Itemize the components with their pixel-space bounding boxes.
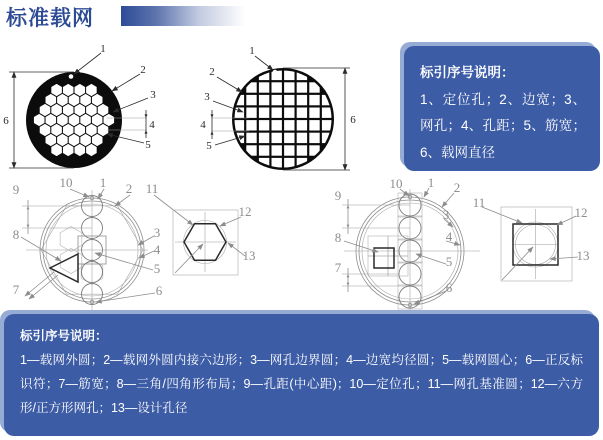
callout-6: 6 [3, 115, 9, 127]
callout-4: 4 [153, 242, 161, 257]
callout-3: 3 [150, 89, 156, 101]
callout-5: 5 [206, 140, 212, 152]
callout-5: 5 [445, 254, 453, 269]
callout-13: 13 [576, 248, 590, 263]
legend-box-bottom [4, 314, 599, 436]
legend-bottom-body: 1—载网外圆；2—载网外圆内接六边形；3—网孔边界圆；4—边宽均径圆；5—载网圆心；6—正反标识符；7—筋宽；8—三角/四角形布局；9—孔距(中心距)；10—定位孔；11—网孔基准圆；12—六方形/正方形网孔；13—设计孔径 [20, 353, 583, 415]
callout-1: 1 [99, 175, 107, 190]
legend-bottom-title: 标引序号说明： [20, 329, 108, 343]
hex-mesh-diagram [0, 40, 200, 188]
callout-4: 4 [200, 119, 206, 131]
callout-3: 3 [204, 91, 210, 103]
callout-6: 6 [350, 114, 356, 126]
callout-1: 1 [427, 175, 435, 190]
callout-8: 8 [12, 227, 20, 242]
drawing-rings [26, 190, 148, 310]
callout-6: 6 [445, 280, 453, 295]
callout-2: 2 [209, 66, 215, 78]
square-mesh-drawing [330, 176, 603, 318]
callout-11: 11 [472, 195, 486, 210]
drawing-rings [344, 189, 480, 313]
callout-5: 5 [153, 261, 161, 276]
callout-6: 6 [155, 283, 163, 298]
callout-3: 3 [442, 207, 450, 222]
callout-9: 9 [334, 188, 342, 203]
detail-box-hex [173, 210, 245, 275]
callout-1: 1 [100, 43, 106, 55]
callout-3: 3 [153, 225, 161, 240]
hex-mesh-drawing [8, 176, 290, 318]
square-drawing-callouts [335, 175, 590, 295]
callout-5: 5 [145, 139, 151, 151]
callout-13: 13 [242, 248, 256, 263]
detail-box-square [501, 207, 578, 281]
callout-7: 7 [12, 282, 20, 297]
callout-2: 2 [140, 64, 146, 76]
square-mesh-diagram [195, 40, 395, 188]
page-title: 标准载网 [6, 7, 94, 30]
callout-1: 1 [249, 45, 255, 57]
positioning-hole [69, 74, 74, 79]
legend-top-body: 1、定位孔；2、边宽；3、网孔；4、孔距；5、筋宽；6、载网直径 [420, 92, 586, 160]
callout-10: 10 [389, 176, 403, 191]
legend-top-title: 标引序号说明： [420, 65, 515, 80]
callout-4: 4 [149, 119, 155, 131]
title-gradient-bar [121, 6, 245, 26]
callout-12: 12 [238, 204, 252, 219]
callout-2: 2 [453, 180, 461, 195]
callout-8: 8 [334, 230, 342, 245]
callout-12: 12 [574, 205, 588, 220]
callout-7: 7 [334, 260, 342, 275]
grid-disc [232, 68, 334, 170]
callout-10: 10 [59, 175, 73, 190]
callout-2: 2 [125, 181, 133, 196]
positioning-hole [273, 70, 278, 75]
legend-box-top [404, 46, 600, 171]
callout-11: 11 [145, 181, 159, 196]
callout-4: 4 [445, 229, 453, 244]
square-layout-grid [368, 236, 408, 276]
callout-9: 9 [12, 182, 20, 197]
